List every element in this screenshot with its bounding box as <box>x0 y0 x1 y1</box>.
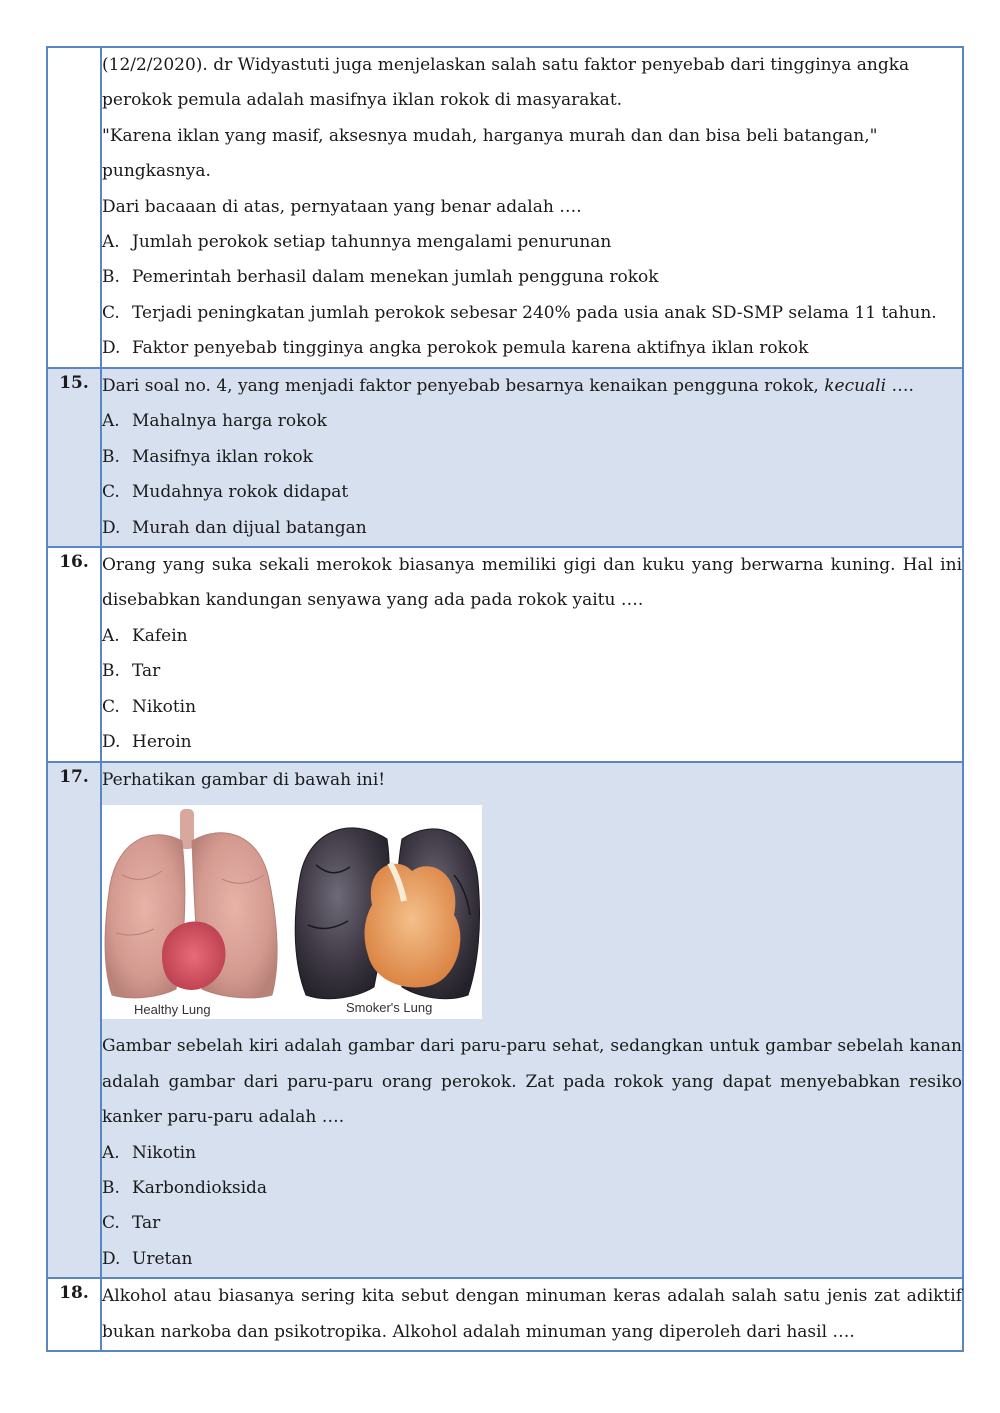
answer-option <box>102 331 962 366</box>
question-body <box>101 1278 963 1351</box>
question-body <box>101 47 963 368</box>
answer-option <box>102 260 962 295</box>
number-cell <box>47 1278 101 1351</box>
option-letter: C. <box>102 482 120 503</box>
option-letter: B. <box>102 661 120 682</box>
question-row-16 <box>47 547 963 762</box>
passage-line: perokok pemula adalah masifnya iklan rokok di masyarakat. <box>102 90 623 111</box>
option-letter: A. <box>102 625 120 646</box>
option-letter: C. <box>102 1213 120 1234</box>
answer-option <box>102 690 962 725</box>
option-letter: A. <box>102 411 120 432</box>
question-text: Dari bacaaan di atas, pernyataan yang benar adalah …. <box>102 196 582 217</box>
smoker-lung-caption: Smoker's Lung <box>346 1000 433 1016</box>
question-number: 17. <box>59 767 89 788</box>
passage-line: pungkasnya. <box>102 161 211 182</box>
question-text: Orang yang suka sekali merokok biasanya memiliki gigi dan kuku yang berwarna kuning. Hal ini disebabkan kandungan senyawa yang ada pada rokok yaitu …. <box>102 555 962 611</box>
question-number: 18. <box>59 1283 89 1304</box>
lung-comparison-image <box>102 805 482 1019</box>
question-intro: Perhatikan gambar di bawah ini! <box>102 770 386 791</box>
option-text: Masifnya iklan rokok <box>132 446 313 467</box>
option-text: Murah dan dijual batangan <box>132 517 367 538</box>
option-letter: A. <box>102 1142 120 1163</box>
number-cell <box>47 47 101 368</box>
question-text: Alkohol atau biasanya sering kita sebut dengan minuman keras adalah salah satu jenis zat adiktif bukan narkoba dan psikotropika. Alkohol adalah minuman yang diperoleh dari hasil …. <box>102 1286 962 1342</box>
question-row-17 <box>47 762 963 1278</box>
question-row-18 <box>47 1278 963 1351</box>
option-text: Mahalnya harga rokok <box>132 411 327 432</box>
question-body <box>101 547 963 762</box>
answer-option <box>102 619 962 654</box>
option-text: Kafein <box>132 625 188 646</box>
question-text-emphasis: kecuali <box>824 376 887 396</box>
option-text: Uretan <box>132 1248 193 1269</box>
option-text: Mudahnya rokok didapat <box>132 482 349 503</box>
option-letter: D. <box>102 517 121 538</box>
option-letter: A. <box>102 232 120 253</box>
option-text: Pemerintah berhasil dalam menekan jumlah pengguna rokok <box>132 267 659 288</box>
question-text-main: Dari soal no. 4, yang menjadi faktor penyebab besarnya kenaikan pengguna rokok, <box>102 376 825 396</box>
answer-option <box>102 225 962 260</box>
option-letter: D. <box>102 1248 121 1269</box>
question-body <box>101 762 963 1278</box>
answer-option <box>102 440 962 475</box>
option-text: Jumlah perokok setiap tahunnya mengalami penurunan <box>132 232 612 253</box>
option-letter: C. <box>102 696 120 717</box>
question-body <box>101 368 963 547</box>
option-text: Terjadi peningkatan jumlah perokok sebesar 240% pada usia anak SD-SMP selama 11 tahun. <box>132 302 937 323</box>
quiz-table <box>46 46 964 1352</box>
answer-option <box>102 725 962 760</box>
healthy-lung-caption: Healthy Lung <box>134 1002 211 1018</box>
option-text: Nikotin <box>132 696 197 717</box>
answer-option <box>102 1206 962 1241</box>
option-text: Faktor penyebab tingginya angka perokok pemula karena aktifnya iklan rokok <box>132 338 809 359</box>
option-letter: D. <box>102 338 121 359</box>
passage-line: (12/2/2020). dr Widyastuti juga menjelaskan salah satu faktor penyebab dari tingginya angka <box>102 55 910 75</box>
number-cell <box>47 762 101 1278</box>
question-row-15 <box>47 368 963 547</box>
number-cell <box>47 547 101 762</box>
option-letter: B. <box>102 446 120 467</box>
option-text: Tar <box>132 661 161 682</box>
option-text: Karbondioksida <box>132 1178 268 1199</box>
option-text: Heroin <box>132 732 192 753</box>
option-text: Nikotin <box>132 1142 197 1163</box>
answer-option <box>102 1242 962 1277</box>
option-letter: B. <box>102 1178 120 1199</box>
option-letter: D. <box>102 732 121 753</box>
question-row-14-continued <box>47 47 963 368</box>
answer-option <box>102 296 962 331</box>
question-text-tail: …. <box>886 376 914 396</box>
question-number: 16. <box>59 552 89 573</box>
option-letter: C. <box>102 302 120 323</box>
answer-option <box>102 1136 962 1171</box>
answer-option <box>102 511 962 546</box>
answer-option <box>102 475 962 510</box>
question-text <box>102 369 962 404</box>
option-letter: B. <box>102 267 120 288</box>
answer-option <box>102 404 962 439</box>
question-number: 15. <box>59 373 89 393</box>
answer-option <box>102 1171 962 1206</box>
answer-option <box>102 654 962 689</box>
passage-line: "Karena iklan yang masif, aksesnya mudah, harganya murah dan dan bisa beli batangan," <box>102 125 878 146</box>
option-text: Tar <box>132 1213 161 1234</box>
smoker-lung-illustration <box>295 828 479 999</box>
question-text: Gambar sebelah kiri adalah gambar dari paru-paru sehat, sedangkan untuk gambar sebelah kanan adalah gambar dari paru-paru orang perokok. Zat pada rokok yang dapat menyebabkan resiko kanker paru-paru adalah …. <box>102 1036 962 1128</box>
number-cell <box>47 368 101 547</box>
